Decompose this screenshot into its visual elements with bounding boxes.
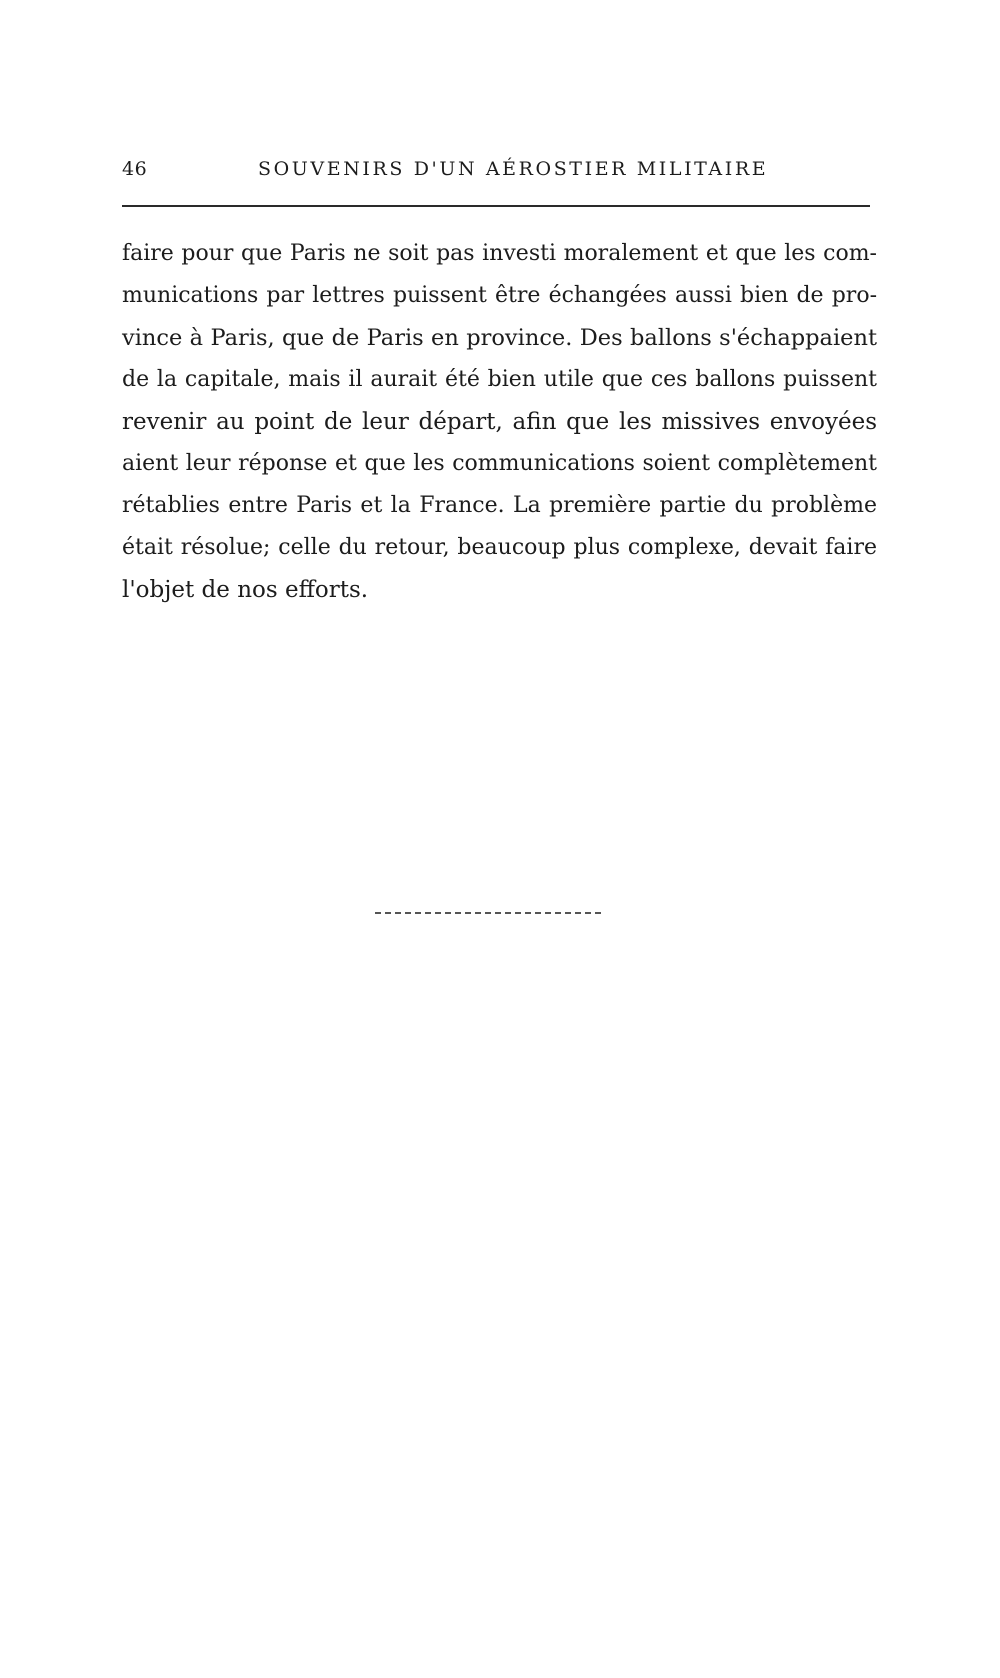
text-line: l'objet de nos efforts. xyxy=(122,577,369,603)
running-title: SOUVENIRS D'UN AÉROSTIER MILITAIRE xyxy=(258,158,769,180)
running-head xyxy=(122,158,870,192)
text-line: aient leur réponse et que les communications soient complètement xyxy=(122,451,877,476)
text-line: vince à Paris, que de Paris en province. Des ballons s'échappaient xyxy=(122,325,877,351)
body-paragraph xyxy=(122,233,877,611)
header-rule xyxy=(122,205,870,207)
text-line: de la capitale, mais il aurait été bien utile que ces ballons puissent xyxy=(122,367,877,392)
section-end-rule xyxy=(375,912,601,914)
text-line: munications par lettres puissent être échangées aussi bien de pro- xyxy=(122,283,877,308)
text-line: revenir au point de leur départ, afin que les missives envoyées xyxy=(122,409,877,435)
page-number: 46 xyxy=(122,158,148,180)
text-line: était résolue; celle du retour, beaucoup plus complexe, devait faire xyxy=(122,535,877,560)
text-line: rétablies entre Paris et la France. La première partie du problème xyxy=(122,493,877,518)
text-line: faire pour que Paris ne soit pas investi moralement et que les com- xyxy=(122,241,877,266)
